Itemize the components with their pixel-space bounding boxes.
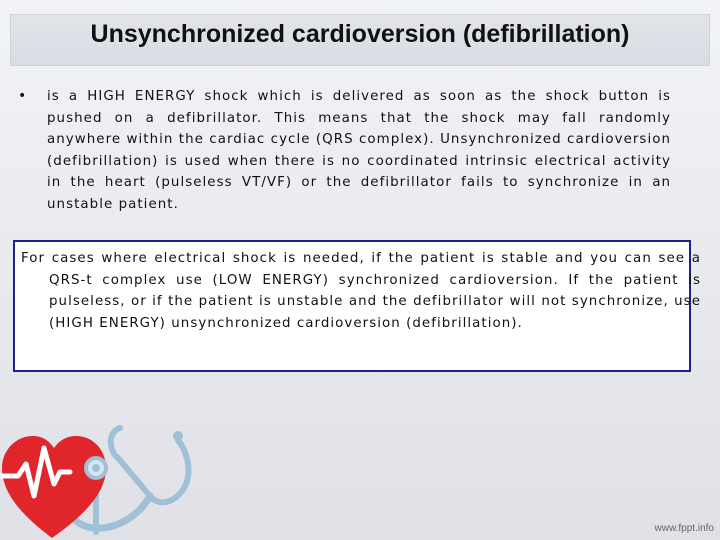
slide-title: Unsynchronized cardioversion (defibrillation) (90, 20, 630, 48)
footer-credit: www.fppt.info (654, 523, 714, 534)
note-text: For cases where electrical shock is needed, if the patient is stable and you can see a QRS-t complex use (LOW ENERGY) synchronized cardioversion. If the patient is pulseless, or if the patient is unstable and the defibrillator will not synchronize, use (HIGH ENERGY) unsynchronized cardioversion (defibrillation). (21, 251, 701, 331)
note-box (13, 240, 701, 372)
bullet-marker: • (18, 88, 27, 104)
heart-stethoscope-logo (0, 410, 200, 540)
heart-icon (2, 436, 106, 538)
bullet-text: is a HIGH ENERGY shock which is delivered as soon as the shock button is pushed on a defibrillator. This means that the shock may fall randomly anywhere within the cardiac cycle (QRS complex). Unsynchronized cardioversion (defibrillation) is used when there is no coordinated intrinsic electrical activity in the heart (pulseless VT/VF) or the defibrillator fails to synchronize in an unstable patient. (47, 89, 671, 212)
